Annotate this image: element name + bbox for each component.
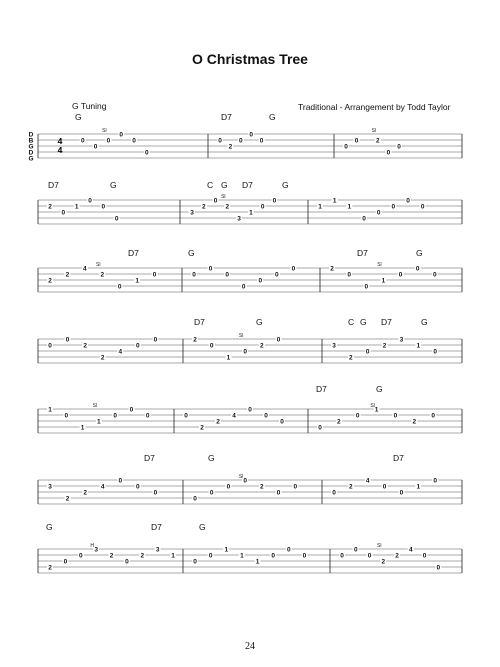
fret-number: 0 — [382, 483, 387, 491]
fret-number: 1 — [416, 342, 421, 350]
fret-number: 0 — [209, 342, 214, 350]
fret-number: 0 — [364, 283, 369, 291]
fret-number: 0 — [129, 406, 134, 414]
chord-name: D7 — [144, 453, 155, 463]
fret-number: 0 — [367, 552, 372, 560]
fret-number: 4 — [118, 348, 123, 356]
fret-number: 0 — [208, 265, 213, 273]
chord-name: D7 — [242, 180, 253, 190]
string-name-label: D — [28, 149, 34, 157]
fret-number: 1 — [48, 406, 52, 414]
fret-number: 0 — [422, 552, 427, 560]
chord-name: D7 — [128, 248, 139, 258]
fret-number: 0 — [340, 552, 344, 560]
fret-number: 1 — [224, 546, 229, 554]
fret-number: 0 — [264, 412, 268, 420]
technique-label: Sl — [238, 474, 244, 480]
fret-number: 0 — [347, 271, 351, 279]
time-signature-bottom: 4 — [57, 145, 63, 155]
fret-number: 2 — [65, 271, 70, 279]
fret-number: 0 — [209, 489, 214, 497]
song-title: O Christmas Tree — [192, 51, 308, 67]
fret-number: 2 — [48, 203, 52, 211]
technique-label: Sl — [238, 333, 244, 339]
fret-number: 2 — [100, 354, 105, 362]
fret-number: 0 — [65, 336, 70, 344]
technique-label: Sl — [370, 403, 375, 409]
page-number: 24 — [245, 641, 255, 652]
fret-number: 0 — [344, 143, 348, 151]
technique-label: Sl — [96, 262, 101, 268]
fret-number: 2 — [260, 342, 264, 350]
fret-number: 0 — [362, 215, 366, 223]
fret-number: 0 — [280, 418, 284, 426]
fret-number: 0 — [243, 477, 247, 485]
fret-number: 0 — [80, 137, 85, 145]
chord-name: G — [46, 522, 53, 532]
fret-number: 1 — [226, 354, 231, 362]
chord-name: D7 — [316, 384, 327, 394]
chord-name: G — [75, 112, 82, 122]
fret-number: 0 — [184, 412, 188, 420]
fret-number: 0 — [193, 558, 197, 566]
fret-number: 2 — [216, 418, 220, 426]
fret-number: 0 — [332, 489, 336, 497]
fret-number: 0 — [78, 552, 83, 560]
fret-number: 2 — [48, 564, 52, 572]
fret-number: 0 — [353, 546, 358, 554]
fret-number: 0 — [398, 271, 403, 279]
chord-name: D7 — [381, 317, 392, 327]
fret-number: 0 — [238, 137, 243, 145]
technique-label: H — [90, 543, 94, 549]
fret-number: 0 — [132, 137, 136, 145]
chord-name: G — [188, 248, 195, 258]
fret-number: 0 — [276, 489, 281, 497]
fret-number: 0 — [291, 265, 296, 273]
technique-label: Sl — [102, 128, 107, 134]
fret-number: 0 — [272, 197, 277, 205]
fret-number: 0 — [271, 552, 275, 560]
fret-number: 1 — [240, 552, 244, 560]
fret-number: 2 — [65, 495, 70, 503]
fret-number: 1 — [374, 406, 379, 414]
fret-number: 0 — [433, 271, 437, 279]
fret-number: 0 — [144, 149, 149, 157]
fret-number: 0 — [248, 406, 252, 414]
fret-number: 1 — [171, 552, 175, 560]
fret-number: 2 — [48, 277, 52, 285]
fret-number: 0 — [117, 283, 122, 291]
chord-name: G — [208, 453, 215, 463]
chord-name: D7 — [221, 112, 232, 122]
fret-number: 0 — [365, 348, 370, 356]
fret-number: 2 — [412, 418, 417, 426]
fret-number: 2 — [83, 342, 87, 350]
fret-number: 1 — [255, 558, 260, 566]
fret-number: 2 — [337, 418, 341, 426]
chord-name: G — [376, 384, 383, 394]
fret-number: 0 — [406, 197, 410, 205]
tuning-label: G Tuning — [72, 101, 107, 111]
chord-name: G — [199, 522, 206, 532]
chord-name: D7 — [393, 453, 404, 463]
fret-number: 0 — [61, 209, 66, 217]
fret-number: 0 — [208, 552, 213, 560]
fret-number: 0 — [415, 265, 420, 273]
fret-number: 1 — [381, 277, 386, 285]
string-name-label: G — [28, 155, 34, 163]
fret-number: 1 — [74, 203, 79, 211]
fret-number: 0 — [354, 137, 359, 145]
string-name-label: G — [28, 143, 34, 151]
chord-name: D7 — [151, 522, 162, 532]
fret-number: 0 — [48, 342, 52, 350]
fret-number: 0 — [88, 197, 92, 205]
fret-number: 0 — [397, 143, 401, 151]
fret-number: 0 — [136, 342, 140, 350]
chord-name: G — [360, 317, 367, 327]
fret-number: 0 — [355, 412, 360, 420]
fret-number: 2 — [260, 483, 264, 491]
fret-number: 2 — [375, 137, 380, 145]
time-signature-top: 4 — [57, 136, 63, 146]
fret-number: 0 — [260, 203, 265, 211]
fret-number: 3 — [190, 209, 194, 217]
fret-number: 3 — [332, 342, 336, 350]
chord-name: G — [416, 248, 423, 258]
fret-number: 0 — [192, 271, 196, 279]
fret-number: 2 — [228, 143, 233, 151]
chord-name: G — [269, 112, 276, 122]
fret-number: 2 — [200, 424, 204, 432]
fret-number: 0 — [225, 271, 229, 279]
fret-number: 2 — [381, 558, 386, 566]
fret-number: 2 — [225, 203, 230, 211]
fret-number: 0 — [318, 424, 322, 432]
fret-number: 0 — [152, 271, 157, 279]
technique-label: Sl — [377, 262, 382, 268]
fret-number: 0 — [243, 348, 247, 356]
chord-name: C — [348, 317, 355, 327]
fret-number: 2 — [349, 483, 353, 491]
technique-label: Sl — [92, 403, 98, 409]
fret-number: 0 — [433, 477, 437, 485]
fret-number: 0 — [153, 489, 158, 497]
fret-number: 0 — [286, 546, 291, 554]
fret-number: 0 — [241, 283, 246, 291]
fret-number: 0 — [302, 552, 307, 560]
fret-number: 0 — [153, 336, 158, 344]
fret-number: 0 — [213, 197, 218, 205]
fret-number: 0 — [431, 412, 435, 420]
fret-number: 2 — [140, 552, 145, 560]
technique-label: Sl — [221, 194, 226, 200]
chord-name: G — [256, 317, 263, 327]
fret-number: 3 — [399, 336, 404, 344]
fret-number: 2 — [395, 552, 399, 560]
fret-number: 0 — [193, 495, 197, 503]
chord-name: C — [207, 180, 214, 190]
technique-label: Sl — [377, 543, 382, 549]
fret-number: 0 — [391, 203, 396, 211]
fret-number: 4 — [408, 546, 413, 554]
fret-number: 0 — [249, 131, 254, 139]
technique-label: Sl — [371, 128, 377, 134]
fret-number: 0 — [420, 203, 425, 211]
string-name-label: B — [28, 137, 34, 145]
fret-number: 0 — [393, 412, 398, 420]
fret-number: 0 — [386, 149, 391, 157]
fret-number: 2 — [382, 342, 387, 350]
fret-number: 0 — [136, 483, 140, 491]
chord-name: D7 — [194, 317, 205, 327]
fret-number: 1 — [332, 197, 337, 205]
fret-number: 0 — [125, 558, 129, 566]
fret-number: 0 — [436, 564, 441, 572]
fret-number: 0 — [101, 203, 106, 211]
fret-number: 2 — [109, 552, 114, 560]
fret-number: 4 — [100, 483, 105, 491]
fret-number: 3 — [94, 546, 98, 554]
fret-number: 4 — [365, 477, 370, 485]
fret-number: 0 — [218, 137, 222, 145]
fret-number: 0 — [376, 209, 381, 217]
fret-number: 2 — [100, 271, 105, 279]
fret-number: 0 — [63, 558, 68, 566]
fret-number: 2 — [349, 354, 353, 362]
fret-number: 0 — [433, 348, 437, 356]
fret-number: 0 — [113, 412, 117, 420]
fret-number: 2 — [193, 336, 197, 344]
fret-number: 1 — [347, 203, 352, 211]
fret-number: 4 — [232, 412, 236, 420]
chord-name: D7 — [357, 248, 368, 258]
fret-number: 2 — [201, 203, 206, 211]
fret-number: 1 — [97, 418, 101, 426]
fret-number: 1 — [249, 209, 253, 217]
fret-number: 0 — [119, 131, 124, 139]
fret-number: 0 — [259, 137, 264, 145]
fret-number: 0 — [118, 477, 123, 485]
string-name-label: D — [28, 131, 34, 139]
fret-number: 2 — [83, 489, 87, 497]
fret-number: 2 — [330, 265, 334, 273]
fret-number: 3 — [48, 483, 52, 491]
fret-number: 4 — [83, 265, 87, 273]
fret-number: 1 — [135, 277, 139, 285]
fret-number: 0 — [276, 336, 281, 344]
fret-number: 1 — [80, 424, 85, 432]
fret-number: 0 — [64, 412, 69, 420]
chord-name: D7 — [48, 180, 59, 190]
chord-name: G — [282, 180, 289, 190]
fret-number: 1 — [416, 483, 421, 491]
fret-number: 0 — [399, 489, 404, 497]
fret-number: 0 — [145, 412, 150, 420]
fret-number: 0 — [106, 137, 111, 145]
fret-number: 0 — [93, 143, 98, 151]
chord-name: G — [221, 180, 228, 190]
fret-number: 1 — [318, 203, 322, 211]
fret-number: 3 — [237, 215, 241, 223]
fret-number: 3 — [155, 546, 160, 554]
fret-number: 0 — [258, 277, 263, 285]
fret-number: 0 — [293, 483, 298, 491]
fret-number: 0 — [114, 215, 119, 223]
chord-name: G — [110, 180, 117, 190]
fret-number: 0 — [226, 483, 231, 491]
fret-number: 0 — [275, 271, 279, 279]
arrangement-credit: Traditional - Arrangement by Todd Taylor — [298, 102, 451, 112]
chord-name: G — [421, 317, 428, 327]
